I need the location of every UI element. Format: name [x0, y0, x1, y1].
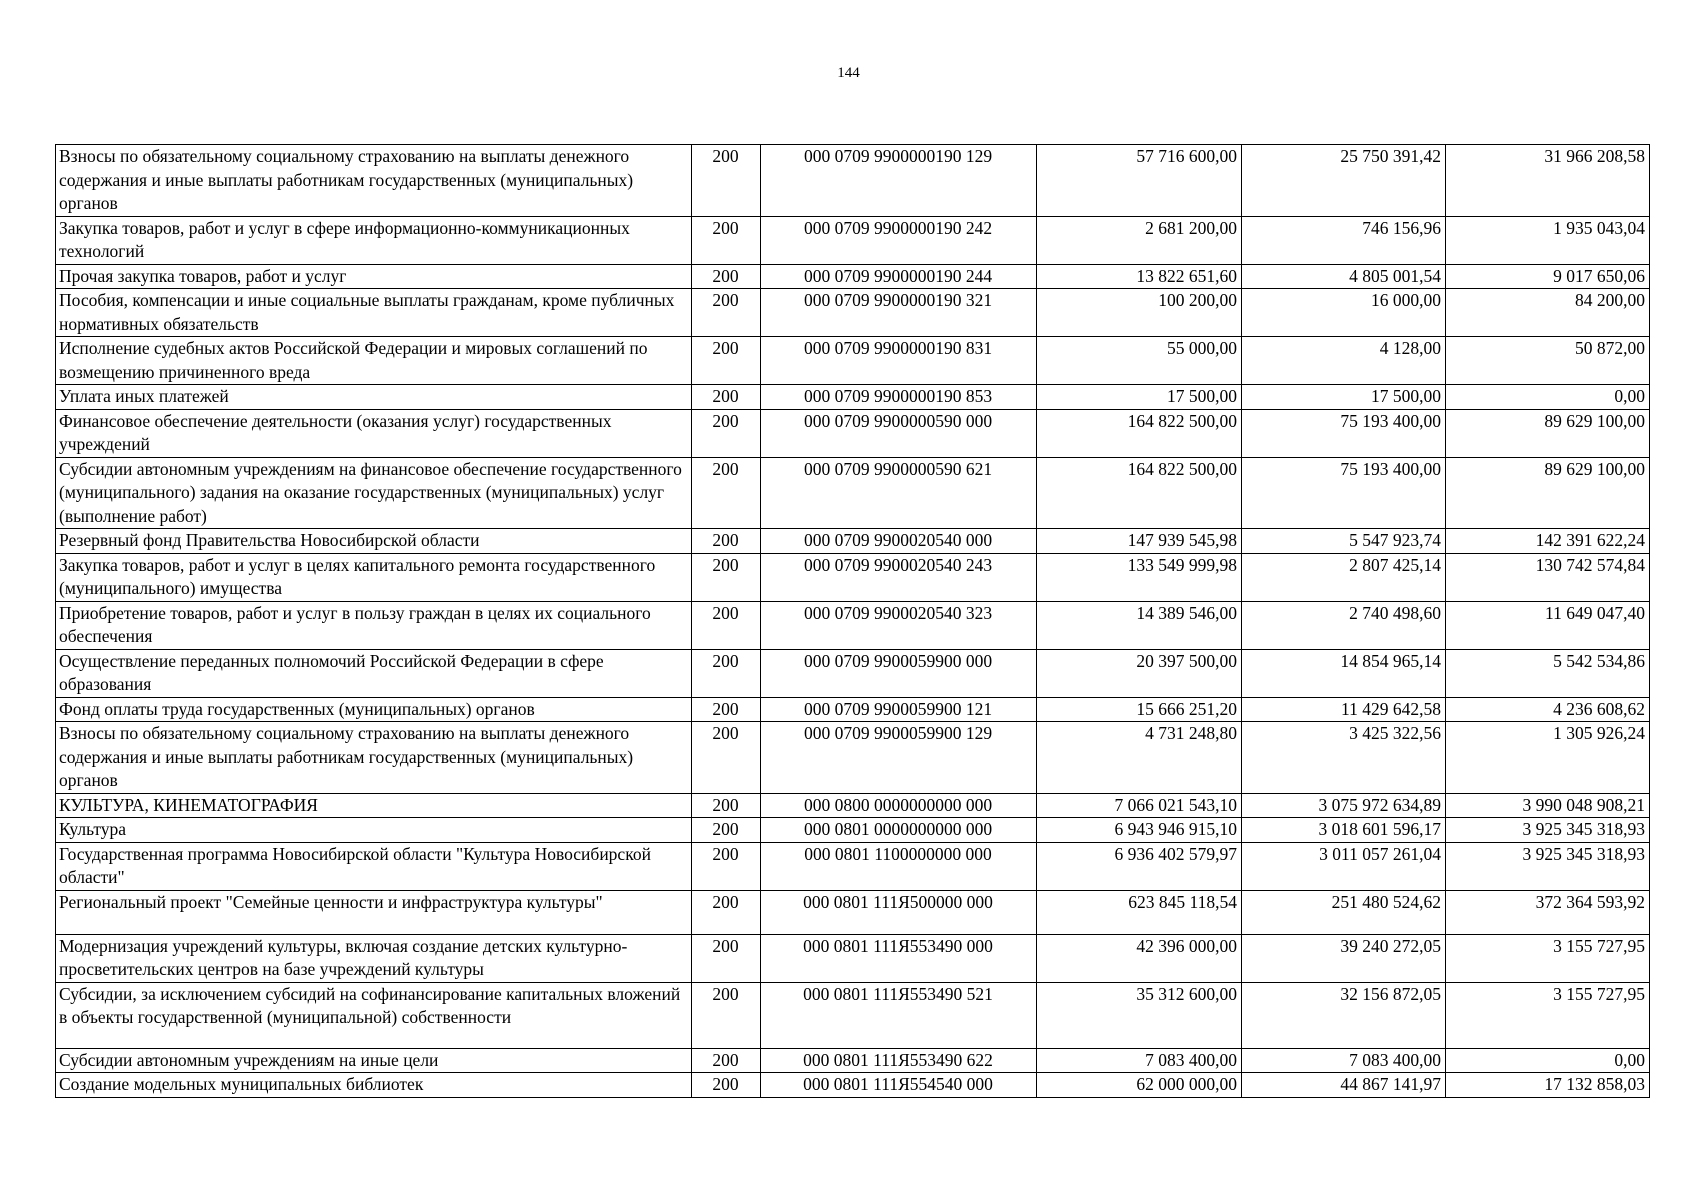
row-code-cell: 200 — [692, 216, 761, 264]
row-unexecuted-cell: 1 305 926,24 — [1446, 722, 1650, 794]
row-unexecuted-cell: 142 391 622,24 — [1446, 529, 1650, 554]
row-unexecuted-cell: 11 649 047,40 — [1446, 601, 1650, 649]
table-row — [56, 145, 1650, 217]
table-row — [56, 1048, 1650, 1073]
row-executed-cell: 75 193 400,00 — [1242, 409, 1446, 457]
row-unexecuted-cell: 50 872,00 — [1446, 337, 1650, 385]
row-classification-cell: 000 0709 9900000190 853 — [761, 385, 1037, 410]
table-row — [56, 842, 1650, 890]
row-unexecuted-cell: 3 155 727,95 — [1446, 982, 1650, 1048]
row-unexecuted-cell: 4 236 608,62 — [1446, 697, 1650, 722]
table-row — [56, 457, 1650, 529]
row-executed-cell: 4 805 001,54 — [1242, 264, 1446, 289]
row-name-cell: Осуществление переданных полномочий Российской Федерации в сфере образования — [56, 649, 692, 697]
row-name-cell: Исполнение судебных актов Российской Федерации и мировых соглашений по возмещению причиненного вреда — [56, 337, 692, 385]
row-code-cell: 200 — [692, 457, 761, 529]
table-row — [56, 385, 1650, 410]
row-approved-cell: 7 083 400,00 — [1037, 1048, 1242, 1073]
row-code-cell: 200 — [692, 289, 761, 337]
row-name-cell: Фонд оплаты труда государственных (муниципальных) органов — [56, 697, 692, 722]
row-name-cell: Резервный фонд Правительства Новосибирской области — [56, 529, 692, 554]
table-row — [56, 934, 1650, 982]
row-approved-cell: 2 681 200,00 — [1037, 216, 1242, 264]
row-name-cell: Уплата иных платежей — [56, 385, 692, 410]
row-approved-cell: 35 312 600,00 — [1037, 982, 1242, 1048]
row-classification-cell: 000 0709 9900020540 323 — [761, 601, 1037, 649]
row-classification-cell: 000 0801 0000000000 000 — [761, 818, 1037, 843]
row-unexecuted-cell: 31 966 208,58 — [1446, 145, 1650, 217]
row-executed-cell: 17 500,00 — [1242, 385, 1446, 410]
row-approved-cell: 20 397 500,00 — [1037, 649, 1242, 697]
row-executed-cell: 44 867 141,97 — [1242, 1073, 1446, 1098]
row-name-cell: Модернизация учреждений культуры, включая создание детских культурно-просветительских центров на базе учреждений культуры — [56, 934, 692, 982]
table-row — [56, 601, 1650, 649]
table-row — [56, 337, 1650, 385]
row-classification-cell: 000 0709 9900000190 244 — [761, 264, 1037, 289]
row-unexecuted-cell: 89 629 100,00 — [1446, 409, 1650, 457]
row-code-cell: 200 — [692, 553, 761, 601]
row-approved-cell: 164 822 500,00 — [1037, 457, 1242, 529]
row-code-cell: 200 — [692, 1048, 761, 1073]
row-executed-cell: 75 193 400,00 — [1242, 457, 1446, 529]
row-classification-cell: 000 0801 111Я553490 000 — [761, 934, 1037, 982]
row-unexecuted-cell: 130 742 574,84 — [1446, 553, 1650, 601]
row-unexecuted-cell: 3 925 345 318,93 — [1446, 818, 1650, 843]
row-classification-cell: 000 0709 9900059900 129 — [761, 722, 1037, 794]
table-row — [56, 529, 1650, 554]
row-code-cell: 200 — [692, 842, 761, 890]
row-executed-cell: 2 807 425,14 — [1242, 553, 1446, 601]
row-approved-cell: 15 666 251,20 — [1037, 697, 1242, 722]
page-number: 144 — [837, 65, 860, 81]
row-executed-cell: 251 480 524,62 — [1242, 890, 1446, 934]
row-code-cell: 200 — [692, 934, 761, 982]
row-name-cell: Субсидии, за исключением субсидий на софинансирование капитальных вложений в объекты государственной (муниципальной) собственности — [56, 982, 692, 1048]
table-row — [56, 216, 1650, 264]
table-row — [56, 289, 1650, 337]
table-row — [56, 793, 1650, 818]
row-code-cell: 200 — [692, 337, 761, 385]
row-code-cell: 200 — [692, 529, 761, 554]
row-name-cell: Пособия, компенсации и иные социальные выплаты гражданам, кроме публичных нормативных обязательств — [56, 289, 692, 337]
row-name-cell: Финансовое обеспечение деятельности (оказания услуг) государственных учреждений — [56, 409, 692, 457]
row-classification-cell: 000 0709 9900000590 621 — [761, 457, 1037, 529]
row-approved-cell: 133 549 999,98 — [1037, 553, 1242, 601]
row-classification-cell: 000 0709 9900000590 000 — [761, 409, 1037, 457]
table-row — [56, 1073, 1650, 1098]
row-name-cell: КУЛЬТУРА, КИНЕМАТОГРАФИЯ — [56, 793, 692, 818]
row-approved-cell: 14 389 546,00 — [1037, 601, 1242, 649]
row-classification-cell: 000 0801 111Я554540 000 — [761, 1073, 1037, 1098]
table-row — [56, 697, 1650, 722]
row-name-cell: Взносы по обязательному социальному страхованию на выплаты денежного содержания и иные выплаты работникам государственных (муниципальных) органов — [56, 722, 692, 794]
row-code-cell: 200 — [692, 890, 761, 934]
row-unexecuted-cell: 84 200,00 — [1446, 289, 1650, 337]
row-unexecuted-cell: 0,00 — [1446, 1048, 1650, 1073]
table-row — [56, 264, 1650, 289]
row-name-cell: Государственная программа Новосибирской области "Культура Новосибирской области" — [56, 842, 692, 890]
row-approved-cell: 164 822 500,00 — [1037, 409, 1242, 457]
row-executed-cell: 39 240 272,05 — [1242, 934, 1446, 982]
row-classification-cell: 000 0709 9900059900 000 — [761, 649, 1037, 697]
row-unexecuted-cell: 5 542 534,86 — [1446, 649, 1650, 697]
row-code-cell: 200 — [692, 982, 761, 1048]
row-approved-cell: 6 936 402 579,97 — [1037, 842, 1242, 890]
row-unexecuted-cell: 0,00 — [1446, 385, 1650, 410]
row-unexecuted-cell: 3 925 345 318,93 — [1446, 842, 1650, 890]
row-classification-cell: 000 0801 111Я553490 622 — [761, 1048, 1037, 1073]
row-name-cell: Прочая закупка товаров, работ и услуг — [56, 264, 692, 289]
row-name-cell: Культура — [56, 818, 692, 843]
row-unexecuted-cell: 89 629 100,00 — [1446, 457, 1650, 529]
row-classification-cell: 000 0709 9900020540 000 — [761, 529, 1037, 554]
row-classification-cell: 000 0709 9900000190 321 — [761, 289, 1037, 337]
row-unexecuted-cell: 9 017 650,06 — [1446, 264, 1650, 289]
row-approved-cell: 17 500,00 — [1037, 385, 1242, 410]
row-approved-cell: 100 200,00 — [1037, 289, 1242, 337]
row-code-cell: 200 — [692, 697, 761, 722]
row-classification-cell: 000 0709 9900000190 129 — [761, 145, 1037, 217]
row-executed-cell: 16 000,00 — [1242, 289, 1446, 337]
row-classification-cell: 000 0801 1100000000 000 — [761, 842, 1037, 890]
row-code-cell: 200 — [692, 793, 761, 818]
row-approved-cell: 13 822 651,60 — [1037, 264, 1242, 289]
row-code-cell: 200 — [692, 264, 761, 289]
row-executed-cell: 25 750 391,42 — [1242, 145, 1446, 217]
row-classification-cell: 000 0709 9900000190 242 — [761, 216, 1037, 264]
table-row — [56, 409, 1650, 457]
row-approved-cell: 4 731 248,80 — [1037, 722, 1242, 794]
row-executed-cell: 3 011 057 261,04 — [1242, 842, 1446, 890]
row-executed-cell: 2 740 498,60 — [1242, 601, 1446, 649]
row-code-cell: 200 — [692, 601, 761, 649]
row-classification-cell: 000 0709 9900059900 121 — [761, 697, 1037, 722]
table-row — [56, 553, 1650, 601]
row-unexecuted-cell: 1 935 043,04 — [1446, 216, 1650, 264]
row-approved-cell: 57 716 600,00 — [1037, 145, 1242, 217]
row-code-cell: 200 — [692, 649, 761, 697]
table-row — [56, 722, 1650, 794]
row-approved-cell: 623 845 118,54 — [1037, 890, 1242, 934]
budget-table-body — [56, 145, 1650, 1098]
row-executed-cell: 746 156,96 — [1242, 216, 1446, 264]
row-executed-cell: 3 075 972 634,89 — [1242, 793, 1446, 818]
row-classification-cell: 000 0801 111Я500000 000 — [761, 890, 1037, 934]
table-row — [56, 818, 1650, 843]
row-code-cell: 200 — [692, 818, 761, 843]
row-approved-cell: 62 000 000,00 — [1037, 1073, 1242, 1098]
row-name-cell: Взносы по обязательному социальному страхованию на выплаты денежного содержания и иные выплаты работникам государственных (муниципальных) органов — [56, 145, 692, 217]
table-row — [56, 890, 1650, 934]
row-executed-cell: 32 156 872,05 — [1242, 982, 1446, 1048]
row-code-cell: 200 — [692, 1073, 761, 1098]
row-name-cell: Субсидии автономным учреждениям на иные цели — [56, 1048, 692, 1073]
row-classification-cell: 000 0709 9900020540 243 — [761, 553, 1037, 601]
row-code-cell: 200 — [692, 409, 761, 457]
row-approved-cell: 7 066 021 543,10 — [1037, 793, 1242, 818]
row-unexecuted-cell: 3 155 727,95 — [1446, 934, 1650, 982]
table-row — [56, 649, 1650, 697]
row-name-cell: Приобретение товаров, работ и услуг в пользу граждан в целях их социального обеспечения — [56, 601, 692, 649]
row-classification-cell: 000 0800 0000000000 000 — [761, 793, 1037, 818]
row-unexecuted-cell: 372 364 593,92 — [1446, 890, 1650, 934]
row-unexecuted-cell: 3 990 048 908,21 — [1446, 793, 1650, 818]
row-executed-cell: 4 128,00 — [1242, 337, 1446, 385]
row-code-cell: 200 — [692, 385, 761, 410]
row-executed-cell: 5 547 923,74 — [1242, 529, 1446, 554]
row-executed-cell: 11 429 642,58 — [1242, 697, 1446, 722]
row-code-cell: 200 — [692, 722, 761, 794]
row-name-cell: Региональный проект "Семейные ценности и инфраструктура культуры" — [56, 890, 692, 934]
table-row — [56, 982, 1650, 1048]
row-name-cell: Закупка товаров, работ и услуг в сфере информационно-коммуникационных технологий — [56, 216, 692, 264]
row-name-cell: Создание модельных муниципальных библиотек — [56, 1073, 692, 1098]
row-name-cell: Субсидии автономным учреждениям на финансовое обеспечение государственного (муниципального) задания на оказание государственных (муниципальных) услуг (выполнение работ) — [56, 457, 692, 529]
row-approved-cell: 42 396 000,00 — [1037, 934, 1242, 982]
row-name-cell: Закупка товаров, работ и услуг в целях капитального ремонта государственного (муниципального) имущества — [56, 553, 692, 601]
row-unexecuted-cell: 17 132 858,03 — [1446, 1073, 1650, 1098]
row-classification-cell: 000 0709 9900000190 831 — [761, 337, 1037, 385]
row-executed-cell: 3 425 322,56 — [1242, 722, 1446, 794]
row-approved-cell: 55 000,00 — [1037, 337, 1242, 385]
row-approved-cell: 147 939 545,98 — [1037, 529, 1242, 554]
row-executed-cell: 3 018 601 596,17 — [1242, 818, 1446, 843]
row-executed-cell: 14 854 965,14 — [1242, 649, 1446, 697]
row-code-cell: 200 — [692, 145, 761, 217]
row-approved-cell: 6 943 946 915,10 — [1037, 818, 1242, 843]
row-classification-cell: 000 0801 111Я553490 521 — [761, 982, 1037, 1048]
row-executed-cell: 7 083 400,00 — [1242, 1048, 1446, 1073]
budget-table — [55, 144, 1650, 1098]
